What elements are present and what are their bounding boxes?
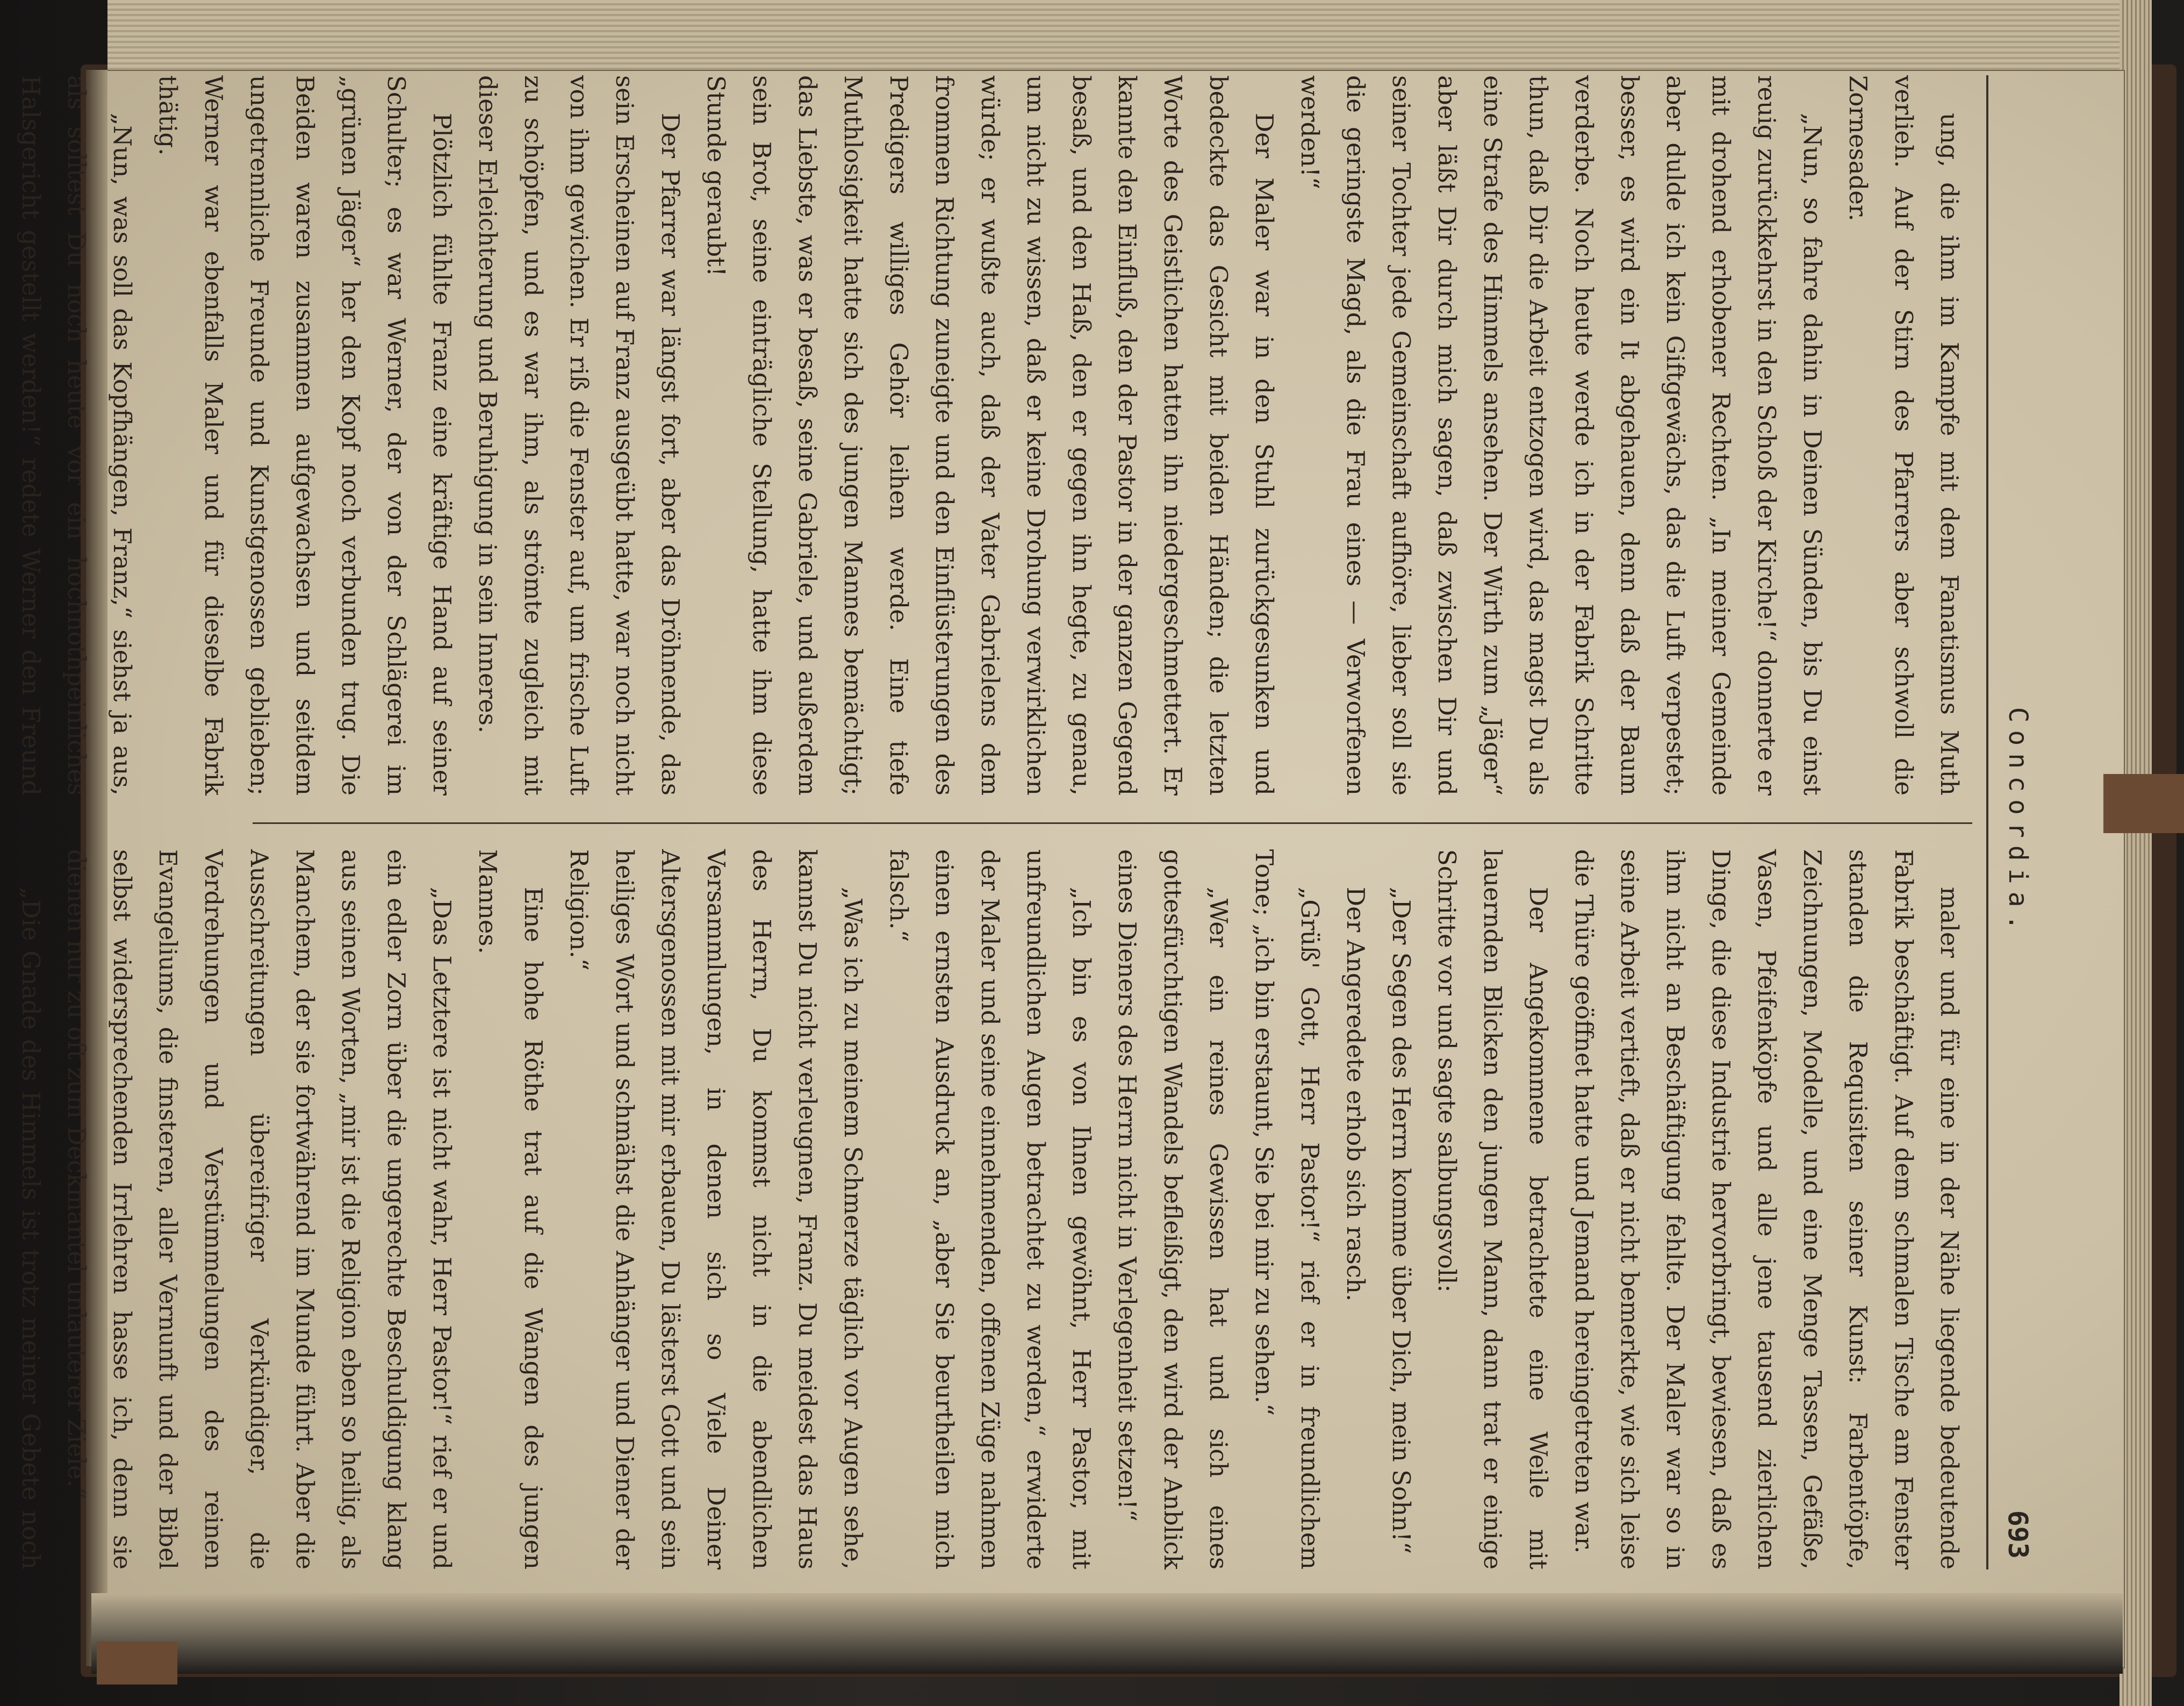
text-column-left — [17, 75, 1972, 795]
running-header — [1988, 75, 2048, 1569]
cover-corner-top — [2103, 774, 2184, 833]
paragraph: „Nun, was soll das Kopfhängen, Franz,“ siehst ja aus, als solltest Du noch heute vor ein hochnothpeinliches Halsgericht gestellt werden!“ redete Werner den Freund — [17, 75, 136, 795]
cover-corner-bottom — [97, 1642, 177, 1685]
text-column-right — [17, 849, 1972, 1569]
paragraph: „Das Letztere ist nicht wahr, Herr Pastor!“ rief er und ein edler Zorn über die ungerechte Beschuldigung klang aus seinen Worten, „mir ist die Religion eben so heilig, als Manchem, der sie fortwährend im Munde führt. Aber die Ausschreitungen übereifriger Verkündiger, die Verdrehungen und Verstümmelungen des reinen Evangeliums, die finsteren, aller Vernunft und der Bibel selbst widersprechenden Irrlehren hasse ich, denn sie dienen nur zu oft zum Deckmantel unlauterer Ziele.“ — [62, 849, 456, 1569]
paragraph: Der Maler war in den Stuhl zurückgesunken und bedeckte das Gesicht mit beiden Händen; die letzten Worte des Geistlichen hatten ihn niedergeschmettert. Er kannte den Einfluß, den der Pastor in der ganzen Gegend besaß, und den Haß, den er gegen ihn hegte, zu genau, um nicht zu wissen, daß er keine Drohung verwirklichen würde; er wußte auch, daß der Vater Gabrielens dem frommen Richtung zuneigte und den Einflüsterungen des Predigers williges Gehör leihen werde. Eine tiefe Muthlosigkeit hatte sich des jungen Mannes bemächtigt; das Liebste, was er besaß, seine Gabriele, und außerdem sein Brot, seine einträgliche Stellung, hatte ihm diese Stunde geraubt! — [702, 75, 1278, 795]
paragraph: „Der Segen des Herrn komme über Dich, mein Sohn!“ — [1387, 887, 1416, 1554]
page-content — [17, 75, 2048, 1569]
page-bottom-shadow — [91, 1593, 2123, 1674]
paragraph: „Wer ein reines Gewissen hat und sich eines gottesfürchtigen Wandels befleißigt, den wird der Anblick eines Dieners des Herrn nicht in Verlegenheit setzen!“ — [1113, 849, 1233, 1569]
paragraph: „Die Gnade des Himmels ist trotz meiner Gebete noch — [17, 887, 45, 1569]
paragraph: Eine hohe Röthe trat auf die Wangen des jungen Mannes. — [473, 849, 548, 1569]
paragraph: ung, die ihm im Kampfe mit dem Fanatismus Muth verlieh. Auf der Stirn des Pfarrers aber schwoll die Zornesader. — [1844, 75, 1964, 795]
paragraph: „Was ich zu meinem Schmerze täglich vor Augen sehe, kannst Du nicht verleugnen, Franz. Du meidest das Haus des Herrn, Du kommst nicht in die abendlichen Versammlungen, in denen sich so Viele Deiner Altersgenossen mit mir erbauen, Du lästerst Gott und sein heiliges Wort und schmähst die Anhänger und Diener der Religion.“ — [565, 849, 867, 1569]
paragraph: „Nun, so fahre dahin in Deinen Sünden, bis Du einst reuig zurückkehrst in den Schoß der Kirche!“ donnerte er mit drohend erhobener Rechten. „In meiner Gemeinde aber dulde ich kein Giftgewächs, das die Luft verpestet; besser, es wird ein It abgehauen, denn daß der Baum verderbe. Noch heute werde ich in der Fabrik Schritte thun, daß Dir die Arbeit entzogen wird, das magst Du als eine Strafe des Himmels ansehen. Der Wirth zum „Jäger“ aber läßt Dir durch mich sagen, daß zwischen Dir und seiner Tochter jede Gemeinschaft aufhöre, lieber soll sie die geringste Magd, als die Frau eines — Verworfenen werden!“ — [1296, 75, 1827, 795]
paragraph: Der Angekommene betrachtete eine Weile mit lauernden Blicken den jungen Mann, dann trat er einige Schritte vor und sagte salbungsvoll: — [1433, 849, 1553, 1569]
paragraph: „Grüß' Gott, Herr Pastor!“ rief er in freundlichem Tone; „ich bin erstaunt, Sie bei mir zu sehen.“ — [1250, 849, 1324, 1569]
paragraph: Plötzlich fühlte Franz eine kräftige Hand auf seiner Schulter; es war Werner, der von der Schlägerei im „grünen Jäger“ her den Kopf noch verbunden trug. Die Beiden waren zusammen aufgewachsen und seitdem ungetrennliche Freunde und Kunstgenossen geblieben; Werner war ebenfalls Maler und für dieselbe Fabrik thätig. — [154, 75, 456, 795]
paragraph: „Ich bin es von Ihnen gewöhnt, Herr Pastor, mit unfreundlichen Augen betrachtet zu werden,“ erwiderte der Maler und seine einnehmenden, offenen Züge nahmen einen ernsten Ausdruck an, „aber Sie beurtheilen mich falsch.“ — [885, 849, 1096, 1569]
running-head-title: Concordia. — [2003, 707, 2033, 938]
paragraph: Der Angeredete erhob sich rasch. — [1341, 887, 1370, 1302]
header-rule — [1986, 75, 1988, 1569]
column-divider — [253, 822, 1972, 824]
page-number: 693 — [2002, 1510, 2034, 1559]
paragraph: Der Pfarrer war längst fort, aber das Dröhnende, das sein Erscheinen auf Franz ausgeübt hatte, war noch nicht von ihm gewichen. Er riß die Fenster auf, um frische Luft zu schöpfen, und es war ihm, als strömte zugleich mit dieser Erleichterung und Beruhigung in sein Inneres. — [473, 75, 685, 795]
paragraph: maler und für eine in der Nähe liegende bedeutende Fabrik beschäftigt. Auf dem schmalen Tische am Fenster standen die Requisiten seiner Kunst: Farbentöpfe, Zeichnungen, Modelle, und eine Menge Tassen, Gefäße, Vasen, Pfeifenköpfe und alle jene tausend zierlichen Dinge, die diese Industrie hervorbringt, bewiesen, daß es ihm nicht an Beschäftigung fehlte. Der Maler war so in seine Arbeit vertieft, daß er nicht bemerkte, wie sich leise die Thüre geöffnet hatte und Jemand hereingetreten war. — [1570, 849, 1964, 1569]
